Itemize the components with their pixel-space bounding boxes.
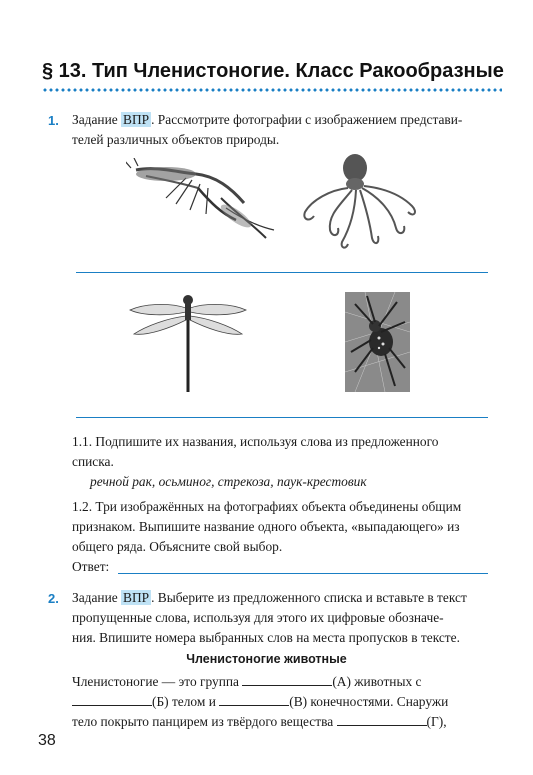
blank-c[interactable] [219,692,289,706]
passage [72,672,502,732]
passage-text: (А) животных с [332,674,422,689]
task-2-text-line1: . Выберите из предложенного списка и вставьте в текст [151,590,467,605]
task-1-2 [72,497,502,557]
passage-title: Членистоногие животные [186,652,347,666]
task-1-text-line2: телей различных объектов природы. [72,132,280,147]
task-1-2-line2: признаком. Выпишите название одного объекта, «выпадающего» из [72,519,460,534]
task-2-text-line3: ния. Впишите номера выбранных слов на места пропусков в тексте. [72,630,460,645]
passage-text: (В) конечностями. Снаружи [289,694,449,709]
task-2-text-line2: пропущенные слова, используя для этого их цифровые обозначе- [72,610,444,625]
spider-image [345,292,410,392]
blank-a[interactable] [242,672,332,686]
crayfish-image [126,158,276,248]
passage-text: тело покрыто панцирем из твёрдого вещества [72,714,334,729]
task-1-text-line1: . Рассмотрите фотографии с изображением представи- [151,112,463,127]
task-1-intro [72,110,502,150]
passage-text: (Г), [426,714,447,729]
task-1-1 [72,432,502,472]
answer-label: Ответ: [72,559,110,574]
task-2-label: Задание [72,590,118,605]
task-1-1-line1: 1.1. Подпишите их названия, используя слова из предложенного [72,434,439,449]
task-1-2-line3: общего ряда. Объясните свой выбор. [72,539,283,554]
blank-b[interactable] [72,692,152,706]
answer-line-2[interactable] [76,417,488,418]
vpr-badge: ВПР [123,590,150,605]
page-number: 38 [38,732,56,749]
task-1-1-line2: списка. [72,454,114,469]
passage-text: (Б) телом и [152,694,216,709]
page-title: § 13. Тип Членистоногие. Класс Ракообразные [42,60,504,82]
task-1-label: Задание [72,112,118,127]
answer-line-1[interactable] [76,272,488,273]
dragonfly-image [128,292,248,394]
word-list: речной рак, осьминог, стрекоза, паук-крестовик [90,474,367,489]
task-2-number: 2. [48,591,59,606]
task-1-number: 1. [48,113,59,128]
dotted-divider [42,88,502,92]
answer-field[interactable] [118,573,488,574]
vpr-badge: ВПР [123,112,150,127]
passage-text: Членистоногие — это группа [72,674,239,689]
task-1-2-line1: 1.2. Три изображённых на фотографиях объекта объединены общим [72,499,462,514]
task-2-intro [72,588,502,648]
blank-d[interactable] [337,712,427,726]
octopus-image [300,150,420,255]
